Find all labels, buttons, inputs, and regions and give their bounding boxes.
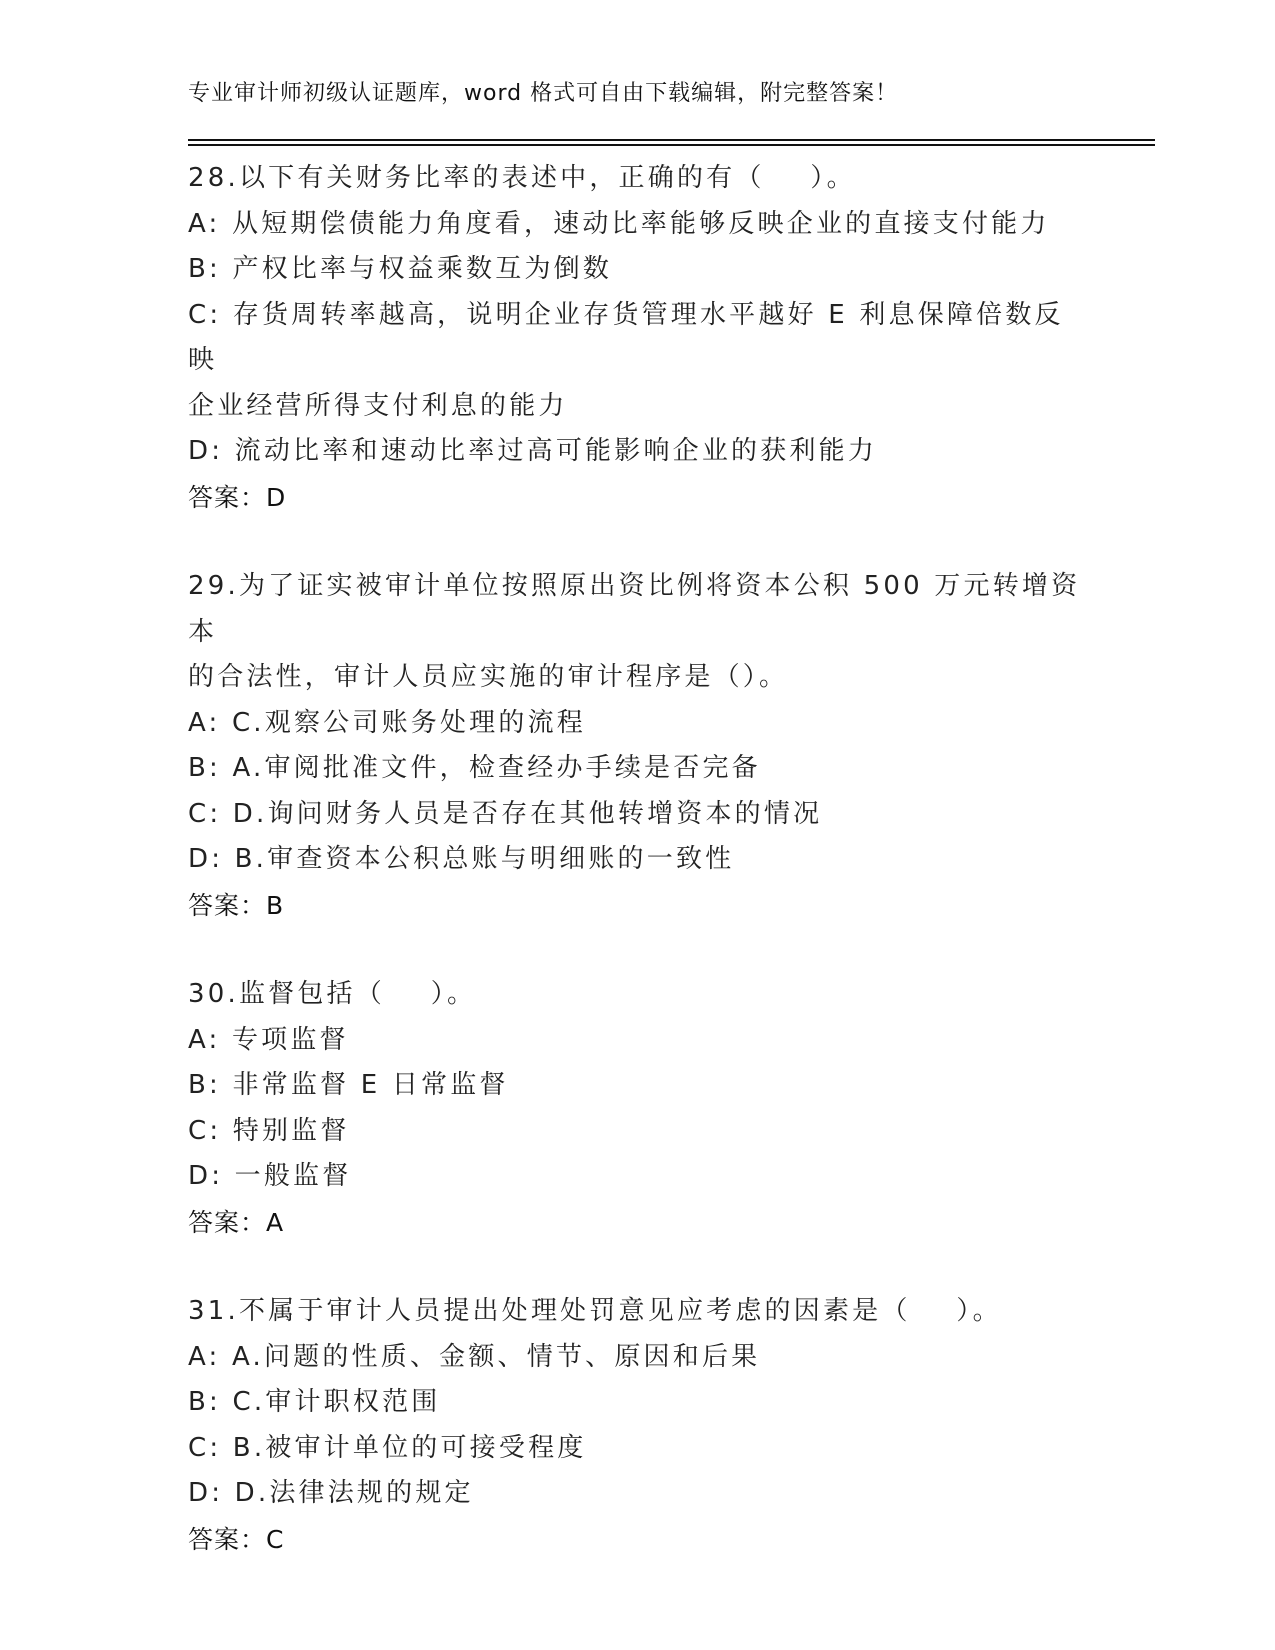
answer-option: C: 存货周转率越高，说明企业存货管理水平越好 E 利息保障倍数反映 (188, 299, 1064, 375)
answer-option: A: 专项监督 (188, 1024, 349, 1055)
answer-option: C: 特别监督 (188, 1115, 350, 1146)
answer-option: D: 流动比率和速动比率过高可能影响企业的获利能力 (188, 436, 878, 466)
answer-option: A: 从短期偿债能力角度看，速动比率能够反映企业的直接支付能力 (188, 208, 1050, 239)
question-stem: 31.不属于审计人员提出处理处罚意见应考虑的因素是（ ）。 (188, 1296, 1002, 1326)
answer-key: 答案：D (188, 482, 287, 512)
question-block (188, 156, 1088, 520)
question-stem: 29.为了证实被审计单位按照原出资比例将资本公积 500 万元转增资本 (188, 571, 1081, 647)
answer-option: C: D.询问财务人员是否存在其他转增资本的情况 (188, 798, 823, 829)
question-stem: 30.监督包括（ ）。 (188, 979, 477, 1009)
header-rule-bottom (188, 144, 1155, 146)
answer-option: B: 非常监督 E 日常监督 (188, 1070, 509, 1100)
answer-key: 答案：C (188, 1524, 285, 1554)
answer-option: B: 产权比率与权益乘数互为倒数 (188, 254, 613, 284)
page-header: 专业审计师初级认证题库，word 格式可自由下载编辑，附完整答案！ (188, 81, 899, 106)
question-stem: 的合法性，审计人员应实施的审计程序是（）。 (188, 662, 789, 692)
question-block (188, 1289, 1088, 1562)
answer-option: A: C.观察公司账务处理的流程 (188, 707, 586, 738)
answer-key: 答案：B (188, 890, 285, 920)
answer-option: B: C.审计职权范围 (188, 1387, 441, 1417)
question-block (188, 972, 1088, 1245)
header-rule-top (188, 139, 1155, 141)
answer-option: B: A.审阅批准文件，检查经办手续是否完备 (188, 753, 761, 783)
answer-option: D: B.审查资本公积总账与明细账的一致性 (188, 844, 735, 874)
answer-option: A: A.问题的性质、金额、情节、原因和后果 (188, 1341, 761, 1372)
answer-option: C: B.被审计单位的可接受程度 (188, 1432, 587, 1463)
answer-key: 答案：A (188, 1207, 285, 1237)
question-stem: 28.以下有关财务比率的表述中，正确的有（ ）。 (188, 163, 856, 193)
answer-option: 企业经营所得支付利息的能力 (188, 390, 568, 421)
answer-option: D: D.法律法规的规定 (188, 1478, 474, 1508)
question-block (188, 564, 1088, 928)
answer-option: D: 一般监督 (188, 1161, 352, 1191)
question-list (188, 156, 1088, 1606)
